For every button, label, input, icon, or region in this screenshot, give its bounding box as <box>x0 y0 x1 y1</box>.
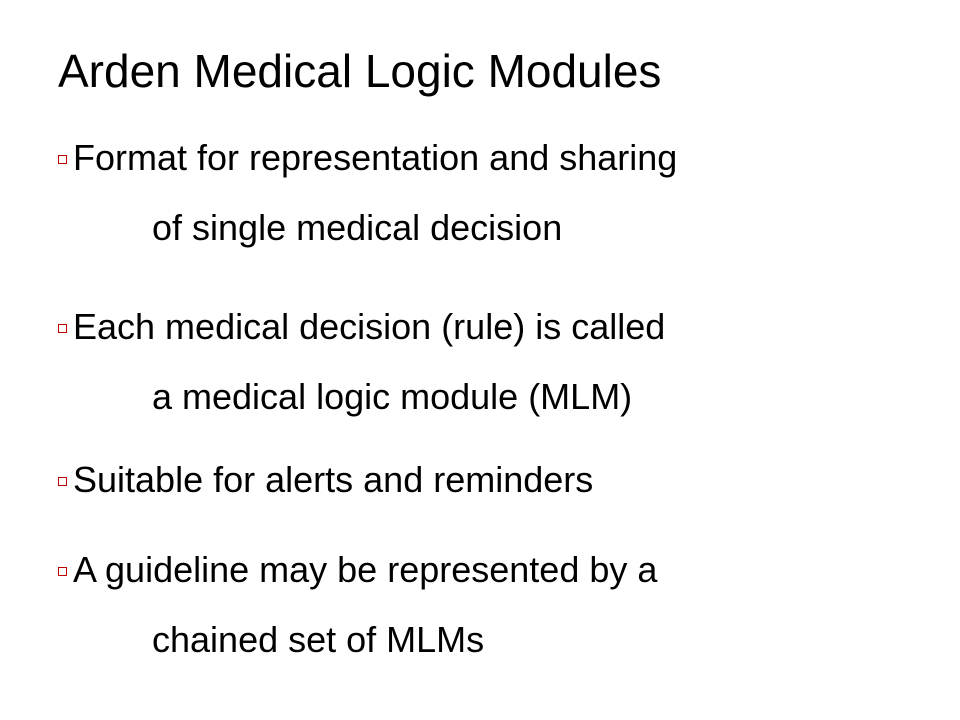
square-bullet-icon <box>58 567 67 576</box>
bullet-continuation: chained set of MLMs <box>152 619 485 660</box>
bullet-continuation: of single medical decision <box>152 207 563 248</box>
bullet-text: Format for representation and sharing <box>73 137 678 178</box>
bullet-text: Each medical decision (rule) is called <box>73 306 666 347</box>
bullet-item <box>58 292 665 432</box>
square-bullet-icon <box>58 477 67 486</box>
square-bullet-icon <box>58 324 67 333</box>
bullet-item <box>58 445 593 515</box>
bullet-item <box>58 535 657 675</box>
bullet-continuation: a medical logic module (MLM) <box>152 376 633 417</box>
bullet-item <box>58 123 677 263</box>
bullet-text: Suitable for alerts and reminders <box>73 459 594 500</box>
slide-title: Arden Medical Logic Modules <box>58 45 662 97</box>
bullet-text: A guideline may be represented by a <box>73 549 658 590</box>
square-bullet-icon <box>58 155 67 164</box>
